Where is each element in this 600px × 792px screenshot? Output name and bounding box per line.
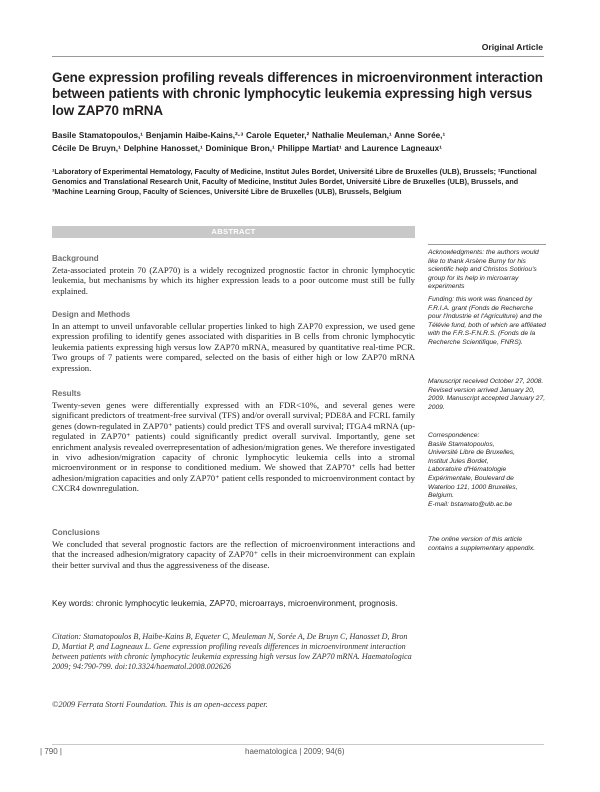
- article-title: Gene expression profiling reveals differences in microenvironment interaction between patients with chronic lymphocytic leukemia expressing high versus low ZAP70 mRNA: [52, 70, 543, 118]
- page-number: | 790 |: [40, 747, 62, 756]
- background-text: Zeta-associated protein 70 (ZAP70) is a widely recognized prognostic factor in chronic lymphocytic leukemia, but mechanisms by which its higher expression leads to a poor outcome must still be fully explained.: [52, 265, 415, 296]
- conclusions-heading: Conclusions: [52, 528, 101, 537]
- results-heading: Results: [52, 389, 81, 398]
- top-divider: [52, 56, 544, 57]
- correspondence: [428, 432, 546, 509]
- page-number-value: 790: [44, 747, 58, 756]
- design-heading: Design and Methods: [52, 310, 131, 319]
- correspondence-line: Laboratoire d'Hématologie: [428, 466, 507, 474]
- article-type-label: Original Article: [481, 42, 543, 52]
- copyright-notice: ©2009 Ferrata Storti Foundation. This is an open-access paper.: [52, 700, 268, 709]
- manuscript-dates: Manuscript received October 27, 2008. Revised version arrived January 20, 2009. Manuscript accepted January 27, 2009.: [428, 378, 546, 411]
- results-text: Twenty-seven genes were differentially expressed with an FDR<10%, and several genes were significant predictors of treatment-free survival (TFS) and/or overall survival; PDE8A and FCRL family genes (down-regulated in ZAP70⁺ patients) could predict TFS and overall survival; ITGA4 mRNA (up-regulated in ZAP70⁺ patients) could significantly predict overall survival. Importantly, gene set enrichment analysis revealed overrepresentation of adhesion/migration genes. We therefore investigated in vivo adhesion/migration capacity of chronic lymphocytic leukemia cells into a stromal microenvironment or in response to conditioned medium. We showed that ZAP70⁺ cells had better adhesion/migration capacities and only ZAP70⁺ patient cells responded to microenvironment contact by CXCR4 downregulation.: [52, 400, 415, 494]
- correspondence-line: Expérimentale, Boulevard de: [428, 474, 514, 482]
- author-line-2: Cécile De Bruyn,¹ Delphine Hanosset,¹ Dominique Bron,¹ Philippe Martiat¹ and Laurence Lagneaux¹: [52, 143, 442, 153]
- footer-divider: [52, 744, 544, 745]
- design-text: In an attempt to unveil unfavorable cellular properties linked to high ZAP70 expression, we used gene expression profiling to identify genes associated with disparities in B cells from chronic lymphocytic leukemia patients expressing high versus low ZAP70 mRNA, measured by quantitative real-time PCR. Two groups of 7 patients were compared, selected on the basis of either high or low ZAP70 mRNA expression.: [52, 321, 415, 373]
- correspondence-line: Correspondence:: [428, 432, 480, 439]
- correspondence-line: Waterloo 121, 1000 Bruxelles,: [428, 483, 518, 491]
- keywords: Key words: chronic lymphocytic leukemia, ZAP70, microarrays, microenvironment, prognosis.: [52, 598, 398, 608]
- author-line-1: Basile Stamatopoulos,¹ Benjamin Haibe-Kains,²·³ Carole Equeter,² Nathalie Meuleman,¹ Anne Sorée,¹: [52, 131, 446, 140]
- citation: Citation: Stamatopoulos B, Haibe-Kains B, Equeter C, Meuleman N, Sorée A, De Bruyn C, Hanosset D, Bron D, Martiat P, and Lagneaux L. Gene expression profiling reveals differences in microenvironment interaction between patients with chronic lymphocytic leukemia expressing high versus low ZAP70 mRNA. Haematologica 2009; 94:790-799. doi:10.3324/haematol.2008.002626: [52, 632, 412, 671]
- correspondence-line: Université Libre de Bruxelles,: [428, 449, 515, 457]
- correspondence-line: Belgium.: [428, 492, 455, 500]
- conclusions-text: We concluded that several prognostic factors are the reflection of microenvironment interactions and that the increased adhesion/migratory capacity of ZAP70⁺ cells in their microenvironment can explain their better survival and thus the aggressiveness of the disease.: [52, 539, 415, 570]
- affiliations: ¹Laboratory of Experimental Hematology, Faculty of Medicine, Institut Jules Bordet, Université Libre de Bruxelles (ULB), Brussels; ²Functional Genomics and Translational Research Unit, Faculty of Medicine, Institut Jules Bordet, Université Libre de Bruxelles (ULB), Brussels, and ³Machine Learning Group, Faculty of Sciences, Université Libre de Bruxelles (ULB), Brussels, Belgium: [52, 167, 537, 196]
- journal-footer: haematologica | 2009; 94(6): [245, 747, 345, 756]
- sidebar-divider: [428, 244, 546, 245]
- author-list: [52, 130, 548, 155]
- funding: Funding: this work was financed by F.R.I.A. grant (Fonds de Recherche pour l'Industrie et l'Agriculture) and the Télévie fund, both of which are affiliated with the F.R.S-F.N.R.S. (Fonds de la Recherche Scientifique, FNRS).: [428, 296, 546, 346]
- online-note: The online version of this article contains a supplementary appendix.: [428, 536, 536, 552]
- abstract-heading: ABSTRACT: [52, 226, 415, 238]
- correspondence-line: Institut Jules Bordet,: [428, 457, 489, 465]
- correspondence-email[interactable]: E-mail: bstamato@ulb.ac.be: [428, 500, 513, 508]
- acknowledgments: Acknowledgments: the authors would like to thank Arsène Burny for his scientific help and Christos Sotiriou's group for its help in microarray experiments: [428, 249, 539, 291]
- correspondence-line: Basile Stamatopoulos,: [428, 440, 495, 448]
- background-heading: Background: [52, 254, 99, 263]
